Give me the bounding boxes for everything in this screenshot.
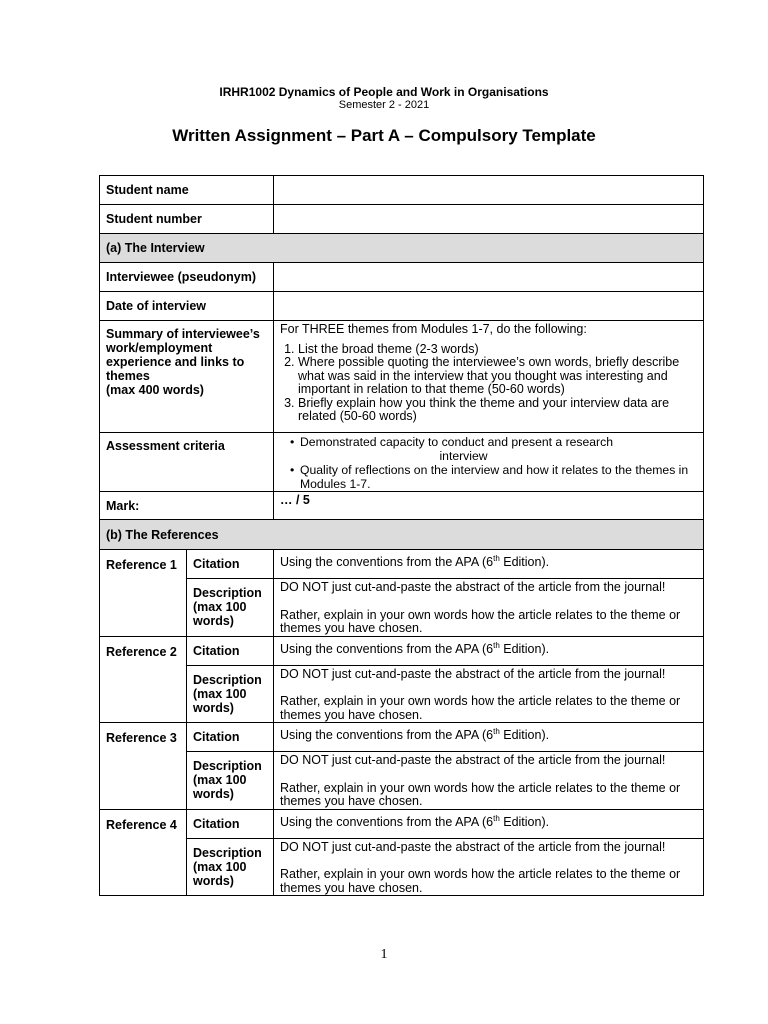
- student-name-field[interactable]: [274, 176, 704, 205]
- reference-label: Reference 3: [100, 723, 187, 810]
- description-field[interactable]: [274, 579, 704, 637]
- citation-label: Citation: [187, 636, 274, 665]
- date-label: Date of interview: [100, 292, 274, 321]
- reference-label: Reference 1: [100, 550, 187, 637]
- description-label: Description (max 100 words): [187, 752, 274, 810]
- reference-description-row: [100, 665, 704, 723]
- summary-steps: [280, 343, 697, 424]
- citation-field[interactable]: [274, 809, 704, 838]
- criteria-label: Assessment criteria: [100, 433, 274, 492]
- criteria-item: • Quality of reflections on the interview and how it relates to the themes in Modules 1-7.: [300, 463, 697, 491]
- citation-field[interactable]: [274, 636, 704, 665]
- reference-citation-row: [100, 809, 704, 838]
- summary-field[interactable]: [274, 321, 704, 433]
- page-number: 1: [380, 947, 388, 962]
- description-field[interactable]: [274, 838, 704, 896]
- reference-label: Reference 2: [100, 636, 187, 723]
- criteria-1-line-b: interview: [439, 449, 488, 463]
- reference-citation-row: [100, 550, 704, 579]
- description-guidance: Rather, explain in your own words how the article relates to the theme or themes you have chosen.: [280, 867, 681, 895]
- description-label: Description (max 100 words): [187, 838, 274, 896]
- citation-text: Using the conventions from the APA (6: [280, 728, 494, 743]
- description-instruction: DO NOT just cut-and-paste the abstract of the article from the journal!: [280, 753, 666, 767]
- citation-text-end: Edition).: [499, 641, 550, 656]
- citation-text-end: Edition).: [499, 555, 550, 570]
- reference-description-row: [100, 579, 704, 637]
- citation-text: Using the conventions from the APA (6: [280, 641, 494, 656]
- citation-sup: th: [493, 727, 500, 736]
- citation-label: Citation: [187, 809, 274, 838]
- course-title: IRHR1002 Dynamics of People and Work in Organisations: [219, 85, 549, 99]
- citation-field[interactable]: [274, 723, 704, 752]
- date-field[interactable]: [274, 292, 704, 321]
- citation-sup: th: [493, 813, 500, 823]
- interviewee-field[interactable]: [274, 263, 704, 292]
- date-row: [100, 292, 704, 321]
- description-guidance: Rather, explain in your own words how the article relates to the theme or themes you have chosen.: [280, 607, 681, 635]
- description-label: Description (max 100 words): [187, 579, 274, 637]
- student-name-row: [100, 176, 704, 205]
- page-title: Written Assignment – Part A – Compulsory Template: [172, 126, 596, 145]
- reference-citation-row: [100, 636, 704, 665]
- summary-label: Summary of interviewee’s work/employment experience and links to themes (max 400 words): [100, 321, 274, 433]
- citation-sup: th: [493, 554, 500, 563]
- references-section-header: [100, 520, 704, 550]
- description-instruction: DO NOT just cut-and-paste the abstract of the article from the journal!: [280, 666, 666, 681]
- student-number-label: Student number: [100, 205, 274, 234]
- criteria-item: [300, 435, 697, 463]
- citation-label: Citation: [187, 723, 274, 752]
- citation-text-end: Edition).: [499, 728, 550, 743]
- description-label: Description (max 100 words): [187, 665, 274, 723]
- citation-text: Using the conventions from the APA (6: [280, 814, 494, 829]
- mark-row: [100, 492, 704, 520]
- description-guidance: Rather, explain in your own words how the article relates to the theme or themes you have chosen.: [280, 694, 681, 722]
- summary-step: 2. Where possible quoting the interviewee’s own words, briefly describe what was said in the interview that you thought was interesting and important in relation to that theme (50-60 words): [298, 356, 697, 397]
- citation-field[interactable]: [274, 550, 704, 579]
- criteria-cell: [274, 433, 704, 492]
- student-number-field[interactable]: [274, 205, 704, 234]
- summary-step: 1. List the broad theme (2-3 words): [298, 343, 697, 357]
- assignment-template-table: [99, 175, 704, 896]
- description-field[interactable]: [274, 665, 704, 723]
- criteria-row: [100, 433, 704, 492]
- mark-value[interactable]: … / 5: [274, 492, 704, 520]
- summary-intro: For THREE themes from Modules 1-7, do the following:: [280, 322, 587, 336]
- interviewee-row: [100, 263, 704, 292]
- interview-section-header: [100, 234, 704, 263]
- description-instruction: DO NOT just cut-and-paste the abstract of the article from the journal!: [280, 580, 666, 594]
- summary-step: 3. Briefly explain how you think the theme and your interview data are related (50-60 words): [298, 397, 697, 424]
- reference-label: Reference 4: [100, 809, 187, 896]
- summary-row: [100, 321, 704, 433]
- citation-label: Citation: [187, 550, 274, 579]
- criteria-list: [280, 435, 697, 491]
- reference-description-row: [100, 838, 704, 896]
- interviewee-label: Interviewee (pseudonym): [100, 263, 274, 292]
- description-instruction: DO NOT just cut-and-paste the abstract of the article from the journal!: [280, 839, 666, 854]
- description-guidance: Rather, explain in your own words how the article relates to the theme or themes you have chosen.: [280, 780, 681, 808]
- citation-text: Using the conventions from the APA (6: [280, 555, 494, 570]
- reference-description-row: [100, 752, 704, 810]
- mark-label: Mark:: [100, 492, 274, 520]
- semester: Semester 2 - 2021: [338, 99, 430, 111]
- student-number-row: [100, 205, 704, 234]
- student-name-label: Student name: [100, 176, 274, 205]
- reference-citation-row: [100, 723, 704, 752]
- citation-text-end: Edition).: [499, 814, 550, 829]
- references-section-title: (b) The References: [100, 520, 704, 550]
- criteria-1-line-a: Demonstrated capacity to conduct and present a research: [300, 435, 613, 449]
- description-field[interactable]: [274, 752, 704, 810]
- citation-sup: th: [493, 640, 500, 650]
- interview-section-title: (a) The Interview: [100, 234, 704, 263]
